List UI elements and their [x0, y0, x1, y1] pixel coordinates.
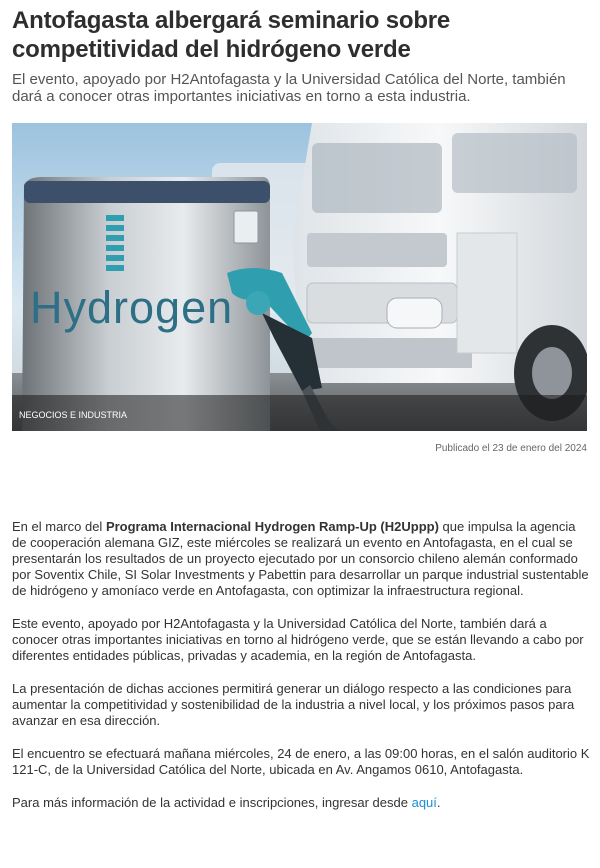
program-name: Programa Internacional Hydrogen Ramp-Up (H2Uppp) [105, 519, 439, 534]
paragraph-1-rest: que impulsa la agencia de cooperación alemana GIZ, este miércoles se realizará un evento en Antofagasta, en el cual se presentarán los resultados de un proyecto ejecutado por un consorcio chileno alemán conformado por Soventix Chile, SI Solar Investments y Pabettin para desarrollar un parque industrial sustentable de hidrógeno y amoníaco verde en Antofagasta, con optimizar la infraestructura regional. [12, 519, 589, 598]
published-date: Publicado el 23 de enero del 2024 [435, 443, 587, 454]
registration-link[interactable]: aquí [411, 795, 437, 810]
paragraph-1-intro: En el marco del [12, 519, 106, 534]
category-label[interactable]: NEGOCIOS E INDUSTRIA [19, 410, 128, 420]
paragraph-4: El encuentro se efectuará mañana miércoles, 24 de enero, a las 09:00 horas, en el salón auditorio K 121-C, de la Universidad Católica del Norte, ubicada en Av. Angamos 0610, Antofagasta. [12, 746, 590, 777]
paragraph-3: La presentación de dichas acciones permitirá generar un diálogo respecto a las condiciones para aumentar la competitividad y sostenibilidad de la industria a nivel local, y los próximos pasos para avanzar en esa dirección. [12, 681, 575, 728]
hydrogen-dispenser [22, 177, 270, 431]
paragraph-5-text: Para más información de la actividad e inscripciones, ingresar desde [12, 795, 412, 810]
hero-image [12, 123, 587, 431]
article-lead: El evento, apoyado por H2Antofagasta y la Universidad Católica del Norte, también dará a conocer otras importantes iniciativas en torno a esta industria. [12, 71, 566, 105]
hydrogen-sign-text: Hydrogen [30, 282, 234, 333]
paragraph-2: Este evento, apoyado por H2Antofagasta y la Universidad Católica del Norte, también dará a conocer otras importantes iniciativas en torno al hidrógeno verde, que se están llevando a cabo por diferentes entidades públicas, privadas y academia, en la región de Antofagasta. [12, 616, 584, 663]
paragraph-5 [12, 795, 592, 811]
article-title: Antofagasta albergará seminario sobre competitividad del hidrógeno verde [12, 7, 451, 63]
paragraph-5-end: . [436, 795, 441, 810]
hydrogen-station-illustration [12, 123, 587, 431]
paragraph-1 [12, 519, 592, 599]
article-body [12, 519, 592, 828]
